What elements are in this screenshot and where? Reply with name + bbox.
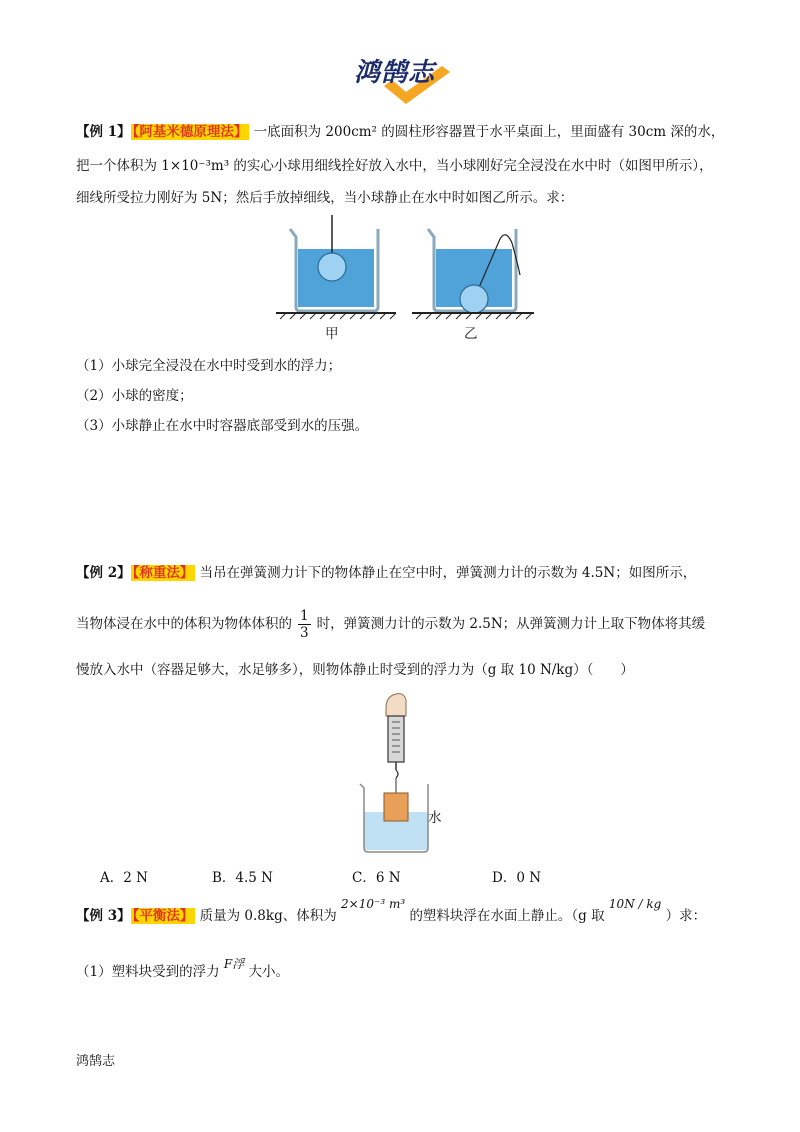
q1-sub-2: （2）小球的密度； — [76, 388, 193, 404]
q2-line1-text: 当吊在弹簧测力计下的物体静止在空中时，弹簧测力计的示数为 4.5N；如图所示， — [199, 565, 697, 581]
q1-line1-text: 一底面积为 200cm² 的圆柱形容器置于水平桌面上，里面盛有 30cm 深的水， — [253, 124, 725, 140]
q2-method: 【称重法】 — [132, 565, 194, 581]
q3-sub-1 — [76, 957, 290, 982]
q3-line1-mid: 的塑料块浮在水面上静止。（g 取 — [409, 908, 605, 924]
q3-tag: 【例 3】 — [76, 908, 131, 924]
q3-volume-expr: 2×10⁻³ m³ — [341, 897, 406, 911]
q3-force-symbol: F浮 — [223, 957, 245, 971]
footer-text: 鸿鹄志 — [76, 1054, 116, 1069]
q2-figure — [356, 690, 466, 855]
q2-line-3: 慢放入水中（容器足够大，水足够多），则物体静止时受到的浮力为（g 取 10 N/kg）（ ） — [76, 662, 634, 678]
q1-method: 【阿基米德原理法】 — [132, 124, 248, 140]
q1-line-2: 把一个体积为 1×10⁻³m³ 的实心小球用细线拴好放入水中，当小球刚好完全浸没在水中时（如图甲所示）， — [76, 158, 713, 174]
q3-line-1 — [76, 897, 707, 926]
q1-figure — [268, 215, 538, 345]
q1-tag: 【例 1】 — [76, 124, 131, 140]
q3-line1-pre: 质量为 0.8kg、体积为 — [199, 908, 337, 924]
q1-line-1 — [76, 122, 724, 142]
q2-line2-post: 时，弹簧测力计的示数为 2.5N；从弹簧测力计上取下物体将其缓 — [316, 616, 706, 632]
q1-sub-1: （1）小球完全浸没在水中时受到水的浮力； — [76, 358, 342, 374]
water-label: 水 — [428, 810, 442, 826]
q2-fraction: $\frac{1}{3}$ — [300, 608, 309, 641]
q3-g-expr: 10N / kg — [608, 897, 662, 911]
q2-line-2 — [76, 604, 705, 644]
q3-line1-post: ）求： — [665, 908, 707, 924]
option-d: D．0 N — [492, 870, 542, 886]
option-c: C．6 N — [352, 870, 401, 886]
logo-text: 鸿鹄志 — [354, 58, 436, 88]
q1-sub-3: （3）小球静止在水中时容器底部受到水的压强。 — [76, 418, 369, 434]
q2-tag: 【例 2】 — [76, 565, 131, 581]
q3-sub1-post: 大小。 — [248, 964, 290, 980]
q2-line2-pre: 当物体浸在水中的体积为物体体积的 — [76, 616, 292, 632]
q3-method: 【平衡法】 — [132, 908, 194, 924]
q2-line-1 — [76, 563, 696, 583]
option-a: A．2 N — [100, 870, 148, 886]
q1-line-3: 细线所受拉力刚好为 5N；然后手放掉细线，当小球静止在水中时如图乙所示。求： — [76, 190, 574, 206]
q3-sub1-pre: （1）塑料块受到的浮力 — [76, 964, 220, 980]
beaker-b — [428, 229, 520, 313]
fig-label-a: 甲 — [325, 326, 339, 342]
option-b: B．4.5 N — [212, 870, 273, 886]
fig-label-b: 乙 — [464, 326, 478, 342]
beaker-a — [290, 215, 378, 311]
